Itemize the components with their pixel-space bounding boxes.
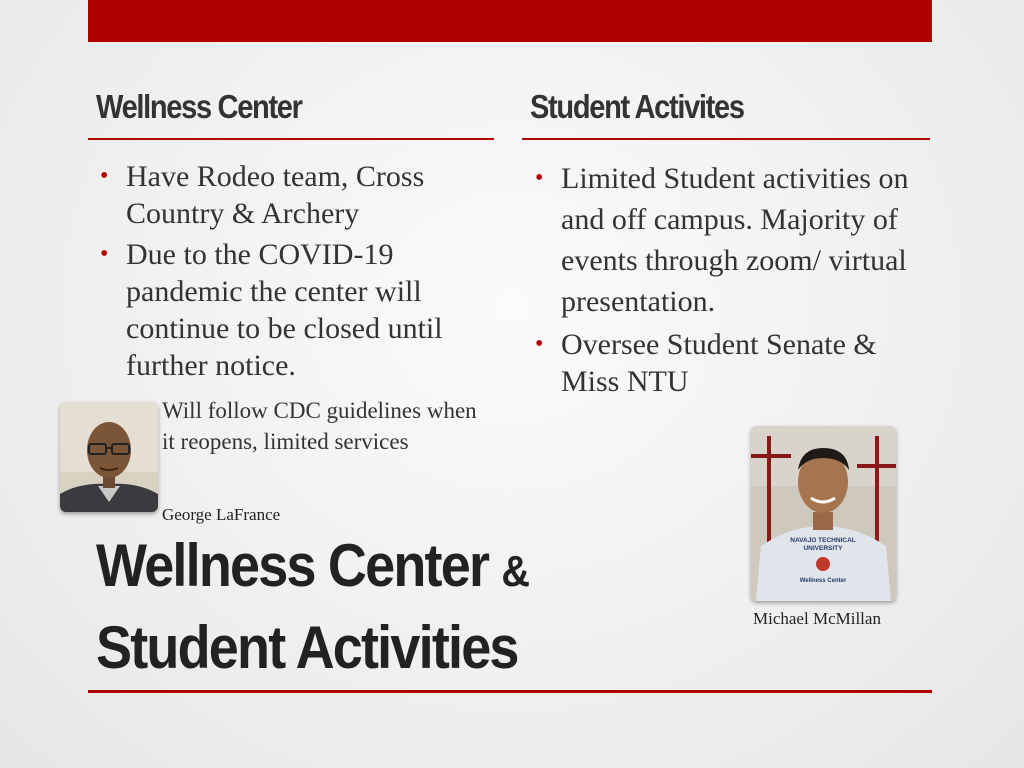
title-line1: Wellness Center <box>96 532 489 599</box>
wellness-bullet-list <box>96 158 496 388</box>
activities-bullet-list <box>531 158 926 404</box>
shirt-text-line3: Wellness Center <box>799 578 847 584</box>
right-heading-rule <box>522 138 930 140</box>
shirt-text-line1: NAVAJO TECHNICAL <box>790 537 856 544</box>
title-line2: Student Activities <box>96 614 518 681</box>
slide-title <box>96 528 672 686</box>
michael-mcmillan-caption: Michael McMillan <box>753 609 881 628</box>
list-item: • Limited Student activities on and off campus. Majority of events through zoom/ virtual presentation. <box>531 158 926 322</box>
list-item: • Oversee Student Senate & Miss NTU <box>531 326 926 400</box>
top-accent-bar <box>88 0 932 42</box>
george-lafrance-photo <box>60 402 158 512</box>
student-activities-heading: Student Activites <box>530 88 744 125</box>
george-lafrance-caption: George LaFrance <box>162 505 281 524</box>
bottom-rule <box>88 690 932 693</box>
wellness-center-heading: Wellness Center <box>96 88 302 125</box>
list-item: • Have Rodeo team, Cross Country & Archery <box>96 158 496 232</box>
cdc-guidelines-note: Will follow CDC guidelines when it reopens, limited services <box>162 398 477 454</box>
left-heading-rule <box>88 138 494 140</box>
michael-mcmillan-photo <box>751 426 896 601</box>
list-item: • Due to the COVID-19 pandemic the center will continue to be closed until further notice. <box>96 236 496 384</box>
title-ampersand: & <box>501 547 529 596</box>
shirt-text-line2: UNIVERSITY <box>803 545 843 552</box>
shirt-logo-icon <box>816 557 830 571</box>
